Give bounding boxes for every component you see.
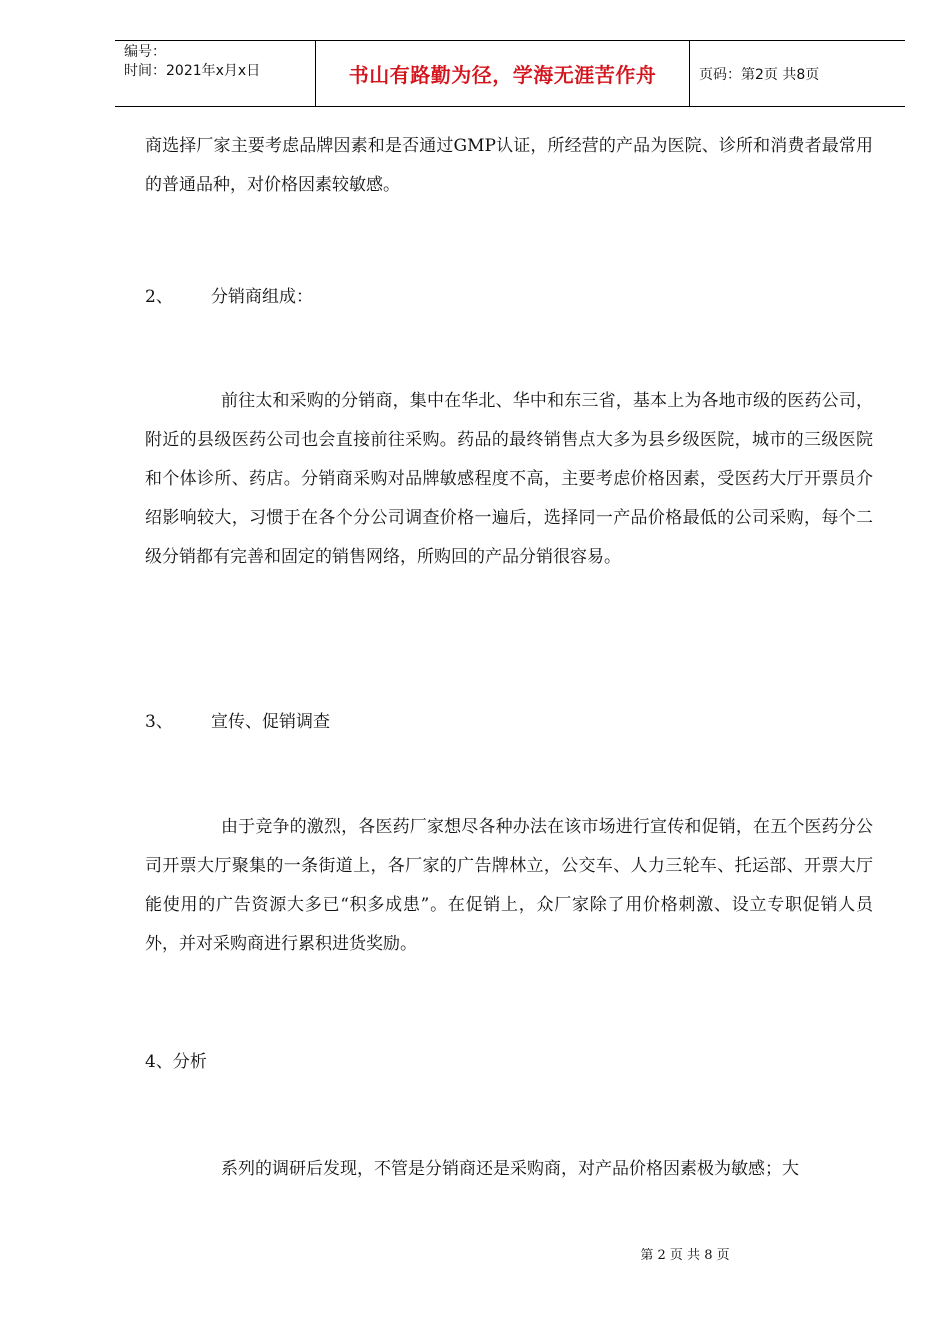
paragraph-2: 前往太和采购的分销商，集中在华北、华中和东三省，基本上为各地市级的医药公司，附近的县级医药公司也会直接前往采购。药品的最终销售点大多为县乡级医院，城市的三级医院和个体诊所、药店。分销商采购对品牌敏感程度不高，主要考虑价格因素，受医药大厅开票员介绍影响较大，习惯于在各个分公司调查价格一遍后，选择同一产品价格最低的公司采购，每个二级分销都有完善和固定的销售网络，所购回的产品分销很容易。 — [145, 391, 873, 567]
section-number: 2、 — [145, 287, 173, 307]
section-title: 宣传、促销调查 — [211, 712, 330, 732]
page-footer — [0, 1247, 950, 1265]
paragraph-4: 系列的调研后发现，不管是分销商还是采购商，对产品价格因素极为敏感；大 — [221, 1159, 799, 1179]
footer-page-number: 第 2 页 共 8 页 — [640, 1248, 730, 1263]
time-label: 时间：2021年x月x日 — [124, 63, 261, 79]
doc-number-label: 编号： — [124, 44, 166, 60]
header-meta — [115, 41, 316, 106]
section-heading-4: 4、分析 — [145, 1052, 207, 1072]
section-number: 3、 — [145, 712, 173, 732]
section-heading-3 — [145, 710, 330, 734]
paragraph-1: 商选择厂家主要考虑品牌因素和是否通过GMP认证，所经营的产品为医院、诊所和消费者最常用的普通品种，对价格因素较敏感。 — [145, 136, 873, 195]
paragraph-3: 由于竞争的激烈，各医药厂家想尽各种办法在该市场进行宣传和促销，在五个医药分公司开票大厅聚集的一条街道上，各厂家的广告牌林立，公交车、人力三轮车、托运部、开票大厅能使用的广告资源大多已“积多成患”。在促销上，众厂家除了用价格刺激、设立专职促销人员外，并对采购商进行累积进货奖励。 — [145, 817, 873, 954]
header-motto: 书山有路勤为径，学海无涯苦作舟 — [316, 41, 690, 106]
header-page-label: 页码：第2页 共8页 — [699, 66, 820, 83]
section-title: 分销商组成： — [211, 287, 313, 307]
page-header — [115, 40, 905, 107]
section-heading-2 — [145, 285, 313, 309]
